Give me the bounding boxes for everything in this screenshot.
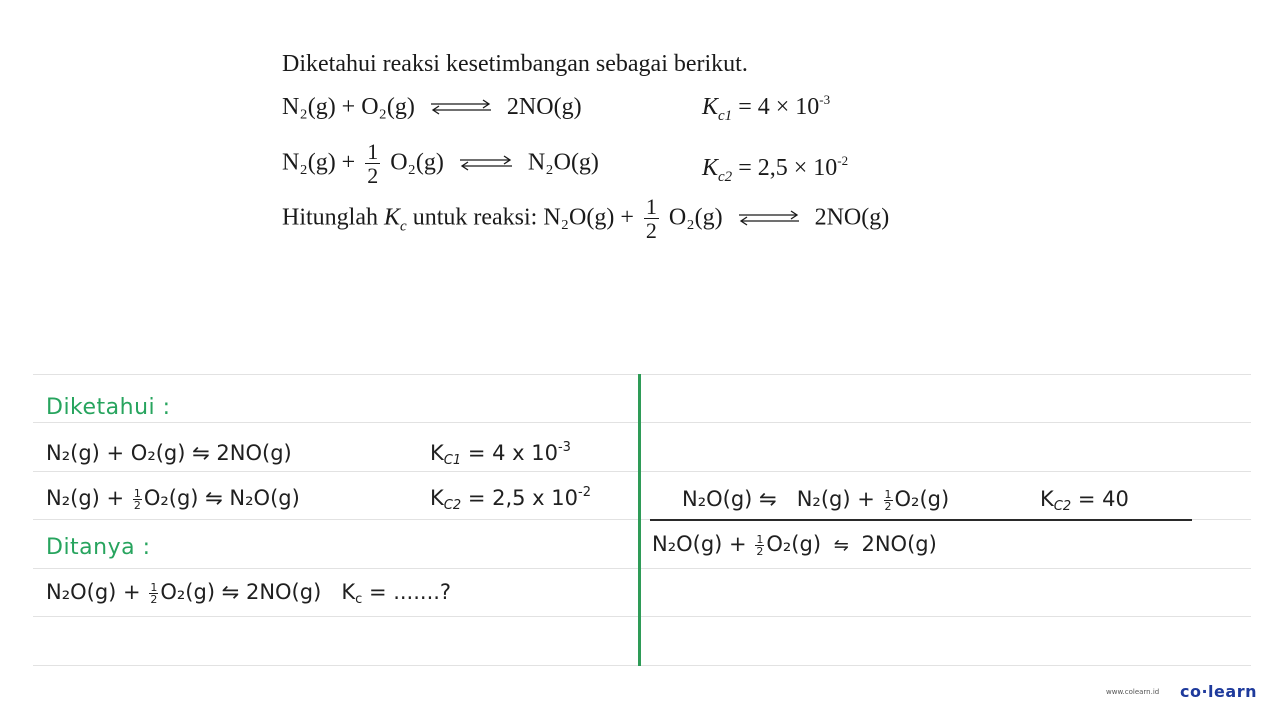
known-row-1-k bbox=[430, 440, 571, 468]
asked-row bbox=[46, 580, 451, 605]
known-row-2-part-a: N₂(g) + bbox=[46, 486, 125, 510]
reaction-1 bbox=[282, 95, 582, 120]
question-mid: untuk reaksi: N₂O(g) + bbox=[412, 204, 634, 231]
kc2-value bbox=[702, 153, 849, 185]
right-row-1-part-c: O₂(g) bbox=[894, 487, 950, 511]
half-fraction bbox=[133, 488, 142, 511]
reaction-1-right: 2NO(g) bbox=[506, 94, 582, 120]
half-denominator: 2 bbox=[884, 499, 892, 513]
half-numerator: 1 bbox=[756, 532, 764, 546]
colearn-logo: co·learn bbox=[1180, 682, 1257, 701]
question-left-b: O₂(g) bbox=[668, 204, 723, 231]
k-subscript: C2 bbox=[443, 498, 462, 513]
ruled-line bbox=[33, 422, 1251, 423]
equilibrium-arrow-icon bbox=[737, 207, 801, 231]
half-fraction bbox=[755, 534, 764, 557]
half-denominator: 2 bbox=[150, 592, 158, 606]
kc-symbol: K bbox=[384, 204, 401, 231]
kc1-exponent: -3 bbox=[819, 92, 831, 107]
fraction-numerator: 1 bbox=[367, 139, 379, 164]
equilibrium-arrow-icon: ⇋ bbox=[833, 535, 849, 556]
half-fraction bbox=[884, 489, 893, 512]
asked-part-a: N₂O(g) + bbox=[46, 580, 141, 604]
reaction-1-left: N₂(g) + O₂(g) bbox=[282, 94, 415, 120]
k-number: = 2,5 x 10 bbox=[467, 486, 578, 510]
k-exponent: -3 bbox=[557, 440, 571, 455]
question-right: 2NO(g) bbox=[814, 204, 890, 231]
k-number: = 4 x 10 bbox=[467, 441, 558, 465]
fraction-half bbox=[365, 141, 380, 187]
half-denominator: 2 bbox=[133, 498, 141, 512]
half-numerator: 1 bbox=[133, 486, 141, 500]
k-symbol: K bbox=[341, 580, 356, 604]
known-row-1 bbox=[46, 441, 292, 465]
right-row-2-part-a: N₂O(g) + bbox=[652, 532, 747, 556]
column-divider bbox=[638, 374, 641, 666]
kc1-number: = 4 × 10 bbox=[738, 94, 820, 120]
kc2-symbol: K bbox=[702, 155, 719, 181]
equilibrium-arrow-icon bbox=[458, 152, 514, 176]
kc2-exponent: -2 bbox=[837, 153, 849, 168]
ruled-line bbox=[33, 616, 1251, 617]
kc-subscript: c bbox=[400, 218, 407, 235]
ruled-line bbox=[33, 665, 1251, 666]
known-row-1-equation: N₂(g) + O₂(g) ⇋ 2NO(g) bbox=[46, 441, 292, 465]
footer-url[interactable]: www.colearn.id bbox=[1106, 688, 1160, 696]
sum-line bbox=[650, 519, 1192, 521]
k-subscript: C1 bbox=[443, 453, 462, 468]
problem-title bbox=[282, 52, 748, 76]
kc2-subscript: c2 bbox=[718, 169, 733, 185]
right-row-1 bbox=[682, 487, 949, 512]
asked-label: Ditanya : bbox=[46, 535, 151, 560]
known-label: Diketahui : bbox=[46, 395, 171, 420]
known-row-2-part-b: O₂(g) ⇋ N₂O(g) bbox=[143, 486, 300, 510]
half-numerator: 1 bbox=[150, 580, 158, 594]
kc2-number: = 2,5 × 10 bbox=[738, 155, 838, 181]
half-denominator: 2 bbox=[756, 544, 764, 558]
question-prefix: Hitunglah bbox=[282, 204, 378, 231]
right-row-2-part-b: O₂(g) bbox=[766, 532, 822, 556]
k-symbol: K bbox=[430, 441, 444, 465]
ruled-line bbox=[33, 374, 1251, 375]
kc1-value bbox=[702, 92, 831, 124]
right-row-1-k bbox=[1040, 487, 1129, 514]
problem-title-text: Diketahui reaksi kesetimbangan sebagai berikut. bbox=[282, 51, 748, 77]
question bbox=[282, 196, 889, 242]
known-row-2-k bbox=[430, 485, 591, 513]
ruled-line bbox=[33, 471, 1251, 472]
known-row-2 bbox=[46, 486, 300, 511]
k-number: = 40 bbox=[1077, 487, 1129, 511]
kc1-symbol: K bbox=[702, 94, 719, 120]
right-row-1-part-b: N₂(g) + bbox=[796, 487, 875, 511]
k-symbol: K bbox=[430, 486, 444, 510]
right-row-2-part-c: 2NO(g) bbox=[861, 532, 937, 556]
fraction-half bbox=[644, 196, 659, 242]
k-subscript: c bbox=[355, 592, 363, 607]
equilibrium-arrow-icon bbox=[429, 96, 493, 120]
fraction-numerator: 1 bbox=[645, 194, 657, 219]
k-unknown: = .......? bbox=[368, 580, 452, 604]
reaction-2-right: N₂O(g) bbox=[527, 149, 599, 176]
reaction-2 bbox=[282, 141, 599, 187]
half-numerator: 1 bbox=[884, 487, 892, 501]
fraction-denominator: 2 bbox=[367, 163, 379, 188]
asked-part-b: O₂(g) ⇋ 2NO(g) bbox=[160, 580, 322, 604]
k-symbol: K bbox=[1040, 487, 1054, 511]
right-row-2 bbox=[652, 532, 937, 557]
half-fraction bbox=[149, 582, 158, 605]
k-exponent: -2 bbox=[578, 485, 591, 500]
kc1-subscript: c1 bbox=[718, 108, 733, 124]
reaction-2-left-b: O₂(g) bbox=[390, 149, 444, 176]
ruled-line bbox=[33, 568, 1251, 569]
k-subscript: C2 bbox=[1053, 499, 1072, 514]
reaction-2-left-a: N₂(g) + bbox=[282, 149, 356, 176]
right-row-1-part-a: N₂O(g) ⇋ bbox=[682, 487, 777, 511]
fraction-denominator: 2 bbox=[645, 218, 657, 243]
